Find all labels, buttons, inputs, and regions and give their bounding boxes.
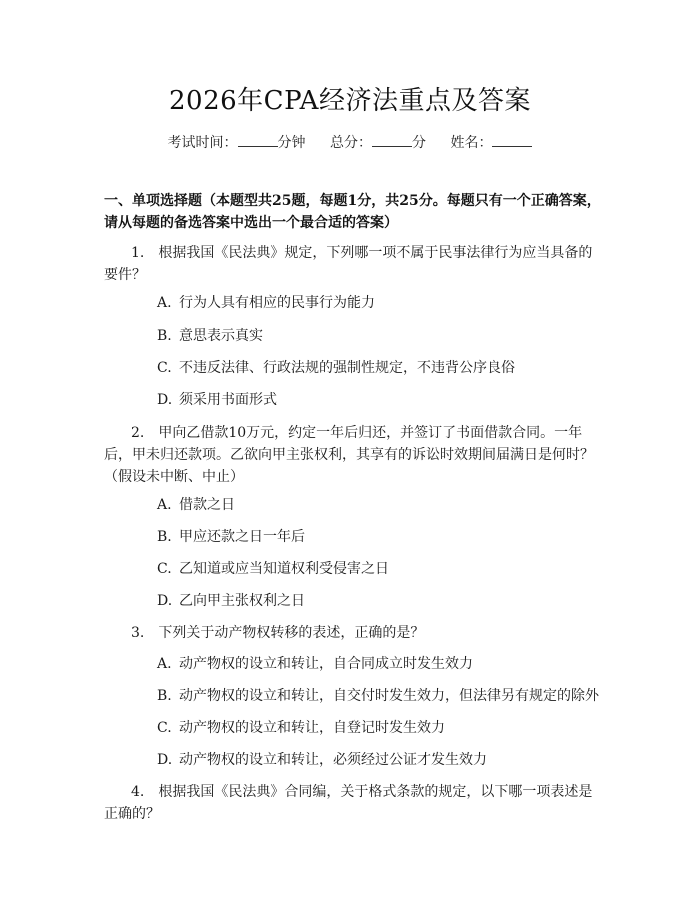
exam-time-blank bbox=[238, 134, 278, 147]
question-1 bbox=[104, 242, 604, 286]
question-1-option-a bbox=[157, 292, 607, 314]
question-text: 根据我国《民法典》合同编，关于格式条款的规定，以下哪一项表述是正确的？ bbox=[104, 784, 593, 822]
question-1-option-b bbox=[157, 325, 607, 347]
option-label: A. bbox=[157, 497, 172, 513]
total-score-field bbox=[330, 135, 430, 151]
option-text: 须采用书面形式 bbox=[179, 392, 277, 408]
option-text: 动产物权的设立和转让，自交付时发生效力，但法律另有规定的除外 bbox=[179, 688, 599, 704]
option-label: A. bbox=[157, 295, 172, 311]
question-text: 甲向乙借款10万元，约定一年后归还，并签订了书面借款合同。一年后，甲未归还款项。乙欲向甲主张权利，其享有的诉讼时效期间届满日是何时？（假设未中断、中止） bbox=[104, 425, 594, 485]
total-score-blank bbox=[372, 134, 412, 147]
question-1-option-d bbox=[157, 389, 607, 411]
question-number: 3. bbox=[131, 625, 145, 641]
exam-time-unit: 分钟 bbox=[277, 135, 306, 151]
option-label: D. bbox=[157, 752, 173, 768]
question-text: 根据我国《民法典》规定，下列哪一项不属于民事法律行为应当具备的要件？ bbox=[104, 245, 593, 283]
question-3-option-a bbox=[157, 653, 607, 675]
question-4 bbox=[104, 781, 604, 825]
option-text: 借款之日 bbox=[179, 497, 235, 513]
option-label: C. bbox=[157, 360, 172, 376]
question-2-option-b bbox=[157, 526, 607, 548]
question-number: 1. bbox=[131, 245, 145, 261]
question-number: 4. bbox=[131, 784, 145, 800]
option-label: D. bbox=[157, 392, 173, 408]
question-2-option-d bbox=[157, 590, 607, 612]
question-2-option-a bbox=[157, 494, 607, 516]
option-text: 甲应还款之日一年后 bbox=[179, 529, 305, 545]
option-label: C. bbox=[157, 561, 172, 577]
option-text: 乙向甲主张权利之日 bbox=[179, 593, 305, 609]
question-1-option-c bbox=[157, 357, 607, 379]
option-text: 动产物权的设立和转让，必须经过公证才发生效力 bbox=[179, 752, 487, 768]
option-text: 不违反法律、行政法规的强制性规定，不违背公序良俗 bbox=[179, 360, 515, 376]
question-3 bbox=[104, 622, 604, 644]
exam-time-label: 考试时间： bbox=[167, 135, 238, 151]
name-label: 姓名： bbox=[450, 135, 493, 151]
option-label: B. bbox=[157, 328, 172, 344]
option-text: 意思表示真实 bbox=[179, 328, 263, 344]
option-text: 乙知道或应当知道权利受侵害之日 bbox=[179, 561, 389, 577]
name-blank bbox=[492, 134, 532, 147]
option-label: C. bbox=[157, 720, 172, 736]
option-text: 动产物权的设立和转让，自登记时发生效力 bbox=[179, 720, 445, 736]
question-text: 下列关于动产物权转移的表述，正确的是？ bbox=[158, 625, 425, 641]
question-2 bbox=[104, 422, 604, 488]
question-2-option-c bbox=[157, 558, 607, 580]
option-label: D. bbox=[157, 593, 173, 609]
question-3-option-b bbox=[157, 685, 607, 707]
page-title: 2026年CPA经济法重点及答案 bbox=[169, 86, 531, 116]
section-heading: 一、单项选择题（本题型共25题，每题1分，共25分。每题只有一个正确答案，请从每题的备选答案中选出一个最合适的答案） bbox=[104, 193, 601, 231]
question-3-option-d bbox=[157, 749, 607, 771]
exam-time-field bbox=[168, 135, 310, 151]
option-text: 动产物权的设立和转让，自合同成立时发生效力 bbox=[179, 656, 473, 672]
option-label: B. bbox=[157, 529, 172, 545]
option-label: B. bbox=[157, 688, 172, 704]
exam-meta bbox=[0, 132, 700, 152]
option-label: A. bbox=[157, 656, 172, 672]
name-field bbox=[450, 135, 532, 151]
option-text: 行为人具有相应的民事行为能力 bbox=[179, 295, 375, 311]
question-3-option-c bbox=[157, 717, 607, 739]
total-score-label: 总分： bbox=[330, 135, 372, 151]
total-score-unit: 分 bbox=[412, 135, 426, 151]
question-number: 2. bbox=[131, 425, 145, 441]
